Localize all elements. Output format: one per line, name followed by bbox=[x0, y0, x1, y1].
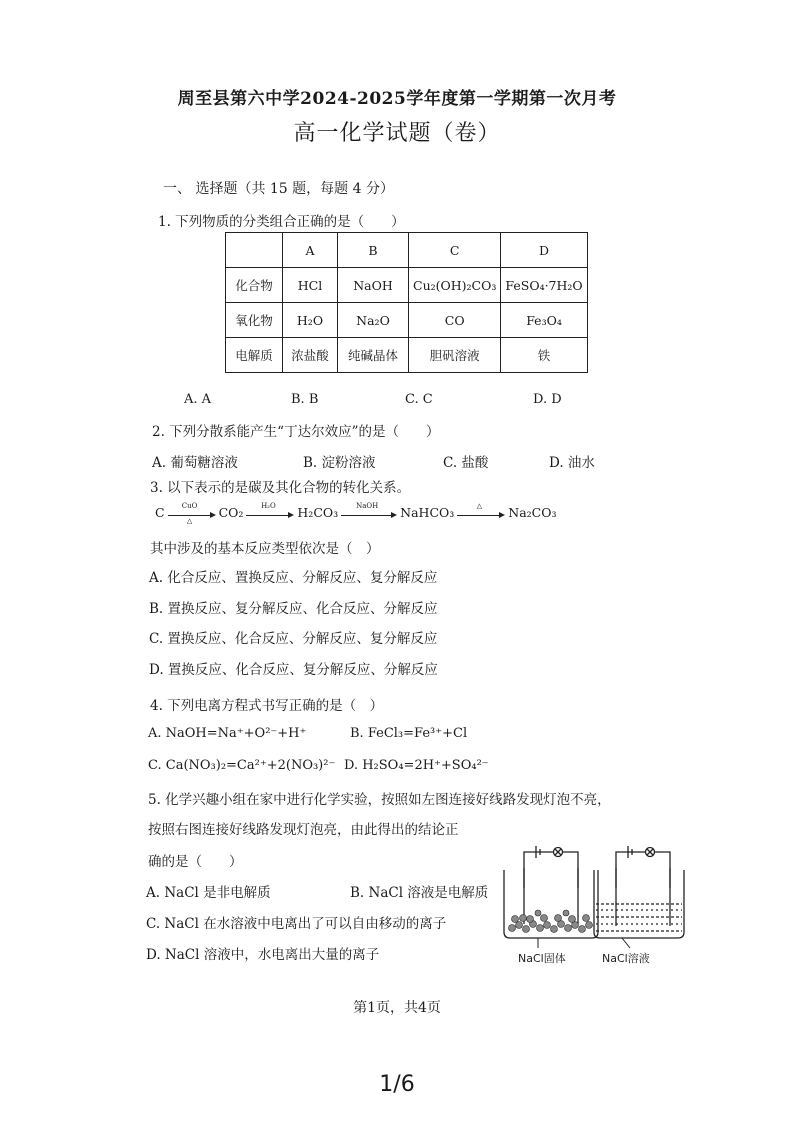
nacl-solid-label: NaCl固体 bbox=[518, 952, 566, 965]
species-c: C bbox=[155, 505, 165, 520]
question-2-stem: 2. 下列分散系能产生“丁达尔效应”的是（ ） bbox=[152, 424, 440, 440]
q3-option-c: C. 置换反应、化合反应、分解反应、复分解反应 bbox=[149, 631, 438, 647]
q3-option-d: D. 置换反应、化合反应、复分解反应、分解反应 bbox=[149, 662, 438, 678]
q1-option-b: B. B bbox=[291, 392, 319, 407]
table-cell: 氧化物 bbox=[226, 303, 283, 338]
viewer-page-indicator: 1/6 bbox=[379, 1072, 415, 1097]
question-1-stem: 1. 下列物质的分类组合正确的是（ ） bbox=[158, 214, 405, 230]
table-cell: FeSO₄·7H₂O bbox=[501, 268, 587, 303]
species-na2co3: Na₂CO₃ bbox=[508, 505, 557, 520]
question-5-stem-line3: 确的是（ ） bbox=[148, 854, 243, 870]
section-heading: 一、 选择题（共 15 题，每题 4 分） bbox=[163, 181, 394, 197]
question-5-stem-line2: 按照右图连接好线路发现灯泡亮，由此得出的结论正 bbox=[148, 822, 459, 838]
classification-table bbox=[225, 232, 588, 373]
table-cell: CO bbox=[409, 303, 501, 338]
page-footer: 第1页，共4页 bbox=[353, 1000, 441, 1016]
salt-crystals bbox=[509, 910, 593, 933]
carbon-conversion-chain bbox=[155, 501, 557, 525]
school-exam-title: 周至县第六中学2024-2025学年度第一学期第一次月考 bbox=[177, 89, 617, 109]
table-cell: 铁 bbox=[501, 338, 587, 373]
q4-option-d: D. H₂SO₄=2H⁺+SO₄²⁻ bbox=[344, 758, 489, 773]
subject-title: 高一化学试题（卷） bbox=[293, 121, 501, 146]
table-cell: 化合物 bbox=[226, 268, 283, 303]
table-cell bbox=[226, 233, 283, 268]
right-circuit bbox=[594, 846, 684, 938]
q1-option-d: D. D bbox=[533, 392, 562, 407]
table-cell: B bbox=[338, 233, 409, 268]
question-4-stem: 4. 下列电离方程式书写正确的是（ ） bbox=[150, 698, 384, 714]
species-co2: CO₂ bbox=[218, 505, 244, 520]
table-cell: A bbox=[283, 233, 338, 268]
q5-option-a: A. NaCl 是非电解质 bbox=[146, 885, 271, 901]
question-3-stem: 3. 以下表示的是碳及其化合物的转化关系。 bbox=[150, 480, 411, 496]
conductivity-experiment-figure bbox=[496, 840, 692, 974]
table-cell: 胆矾溶液 bbox=[409, 338, 501, 373]
species-h2co3: H₂CO₃ bbox=[297, 505, 339, 520]
reaction-arrow: △ bbox=[457, 507, 505, 521]
table-cell: Cu₂(OH)₂CO₃ bbox=[409, 268, 501, 303]
table-cell: Na₂O bbox=[338, 303, 409, 338]
right-pointer-line bbox=[622, 938, 630, 948]
nacl-solution-label: NaCl溶液 bbox=[602, 952, 650, 965]
table-row bbox=[226, 268, 588, 303]
q2-option-c: C. 盐酸 bbox=[443, 455, 489, 471]
q5-option-c: C. NaCl 在水溶液中电离出了可以自由移动的离子 bbox=[146, 916, 447, 932]
table-cell: 电解质 bbox=[226, 338, 283, 373]
q1-option-a: A. A bbox=[184, 392, 212, 407]
table-row bbox=[226, 303, 588, 338]
reaction-arrow: NaOH bbox=[341, 507, 397, 521]
q2-option-b: B. 淀粉溶液 bbox=[303, 455, 376, 471]
question-5-stem-line1: 5. 化学兴趣小组在家中进行化学实验，按照如左图连接好线路发现灯泡不亮， bbox=[148, 792, 611, 808]
q1-option-c: C. C bbox=[405, 392, 433, 407]
reaction-arrow: CuO △ bbox=[168, 507, 216, 521]
table-cell: 浓盐酸 bbox=[283, 338, 338, 373]
question-3-prompt: 其中涉及的基本反应类型依次是（ ） bbox=[150, 541, 380, 557]
species-nahco3: NaHCO₃ bbox=[400, 505, 455, 520]
q2-option-d: D. 油水 bbox=[549, 455, 595, 471]
q4-option-c: C. Ca(NO₃)₂=Ca²⁺+2(NO₃)²⁻ bbox=[148, 758, 336, 773]
q5-option-b: B. NaCl 溶液是电解质 bbox=[350, 885, 489, 901]
table-cell: HCl bbox=[283, 268, 338, 303]
table-cell: H₂O bbox=[283, 303, 338, 338]
reaction-arrow: H₂O bbox=[246, 507, 294, 521]
q3-option-b: B. 置换反应、复分解反应、化合反应、分解反应 bbox=[149, 601, 438, 617]
table-row bbox=[226, 338, 588, 373]
q2-option-a: A. 葡萄糖溶液 bbox=[152, 455, 238, 471]
table-cell: C bbox=[409, 233, 501, 268]
table-cell: 纯碱晶体 bbox=[338, 338, 409, 373]
table-header-row bbox=[226, 233, 588, 268]
q5-option-d: D. NaCl 溶液中，水电离出大量的离子 bbox=[146, 947, 380, 963]
q3-option-a: A. 化合反应、置换反应、分解反应、复分解反应 bbox=[149, 570, 438, 586]
table-cell: Fe₃O₄ bbox=[501, 303, 587, 338]
q4-option-b: B. FeCl₃=Fe³⁺+Cl bbox=[350, 726, 468, 741]
q4-option-a: A. NaOH=Na⁺+O²⁻+H⁺ bbox=[148, 726, 307, 741]
table-cell: NaOH bbox=[338, 268, 409, 303]
table-cell: D bbox=[501, 233, 587, 268]
